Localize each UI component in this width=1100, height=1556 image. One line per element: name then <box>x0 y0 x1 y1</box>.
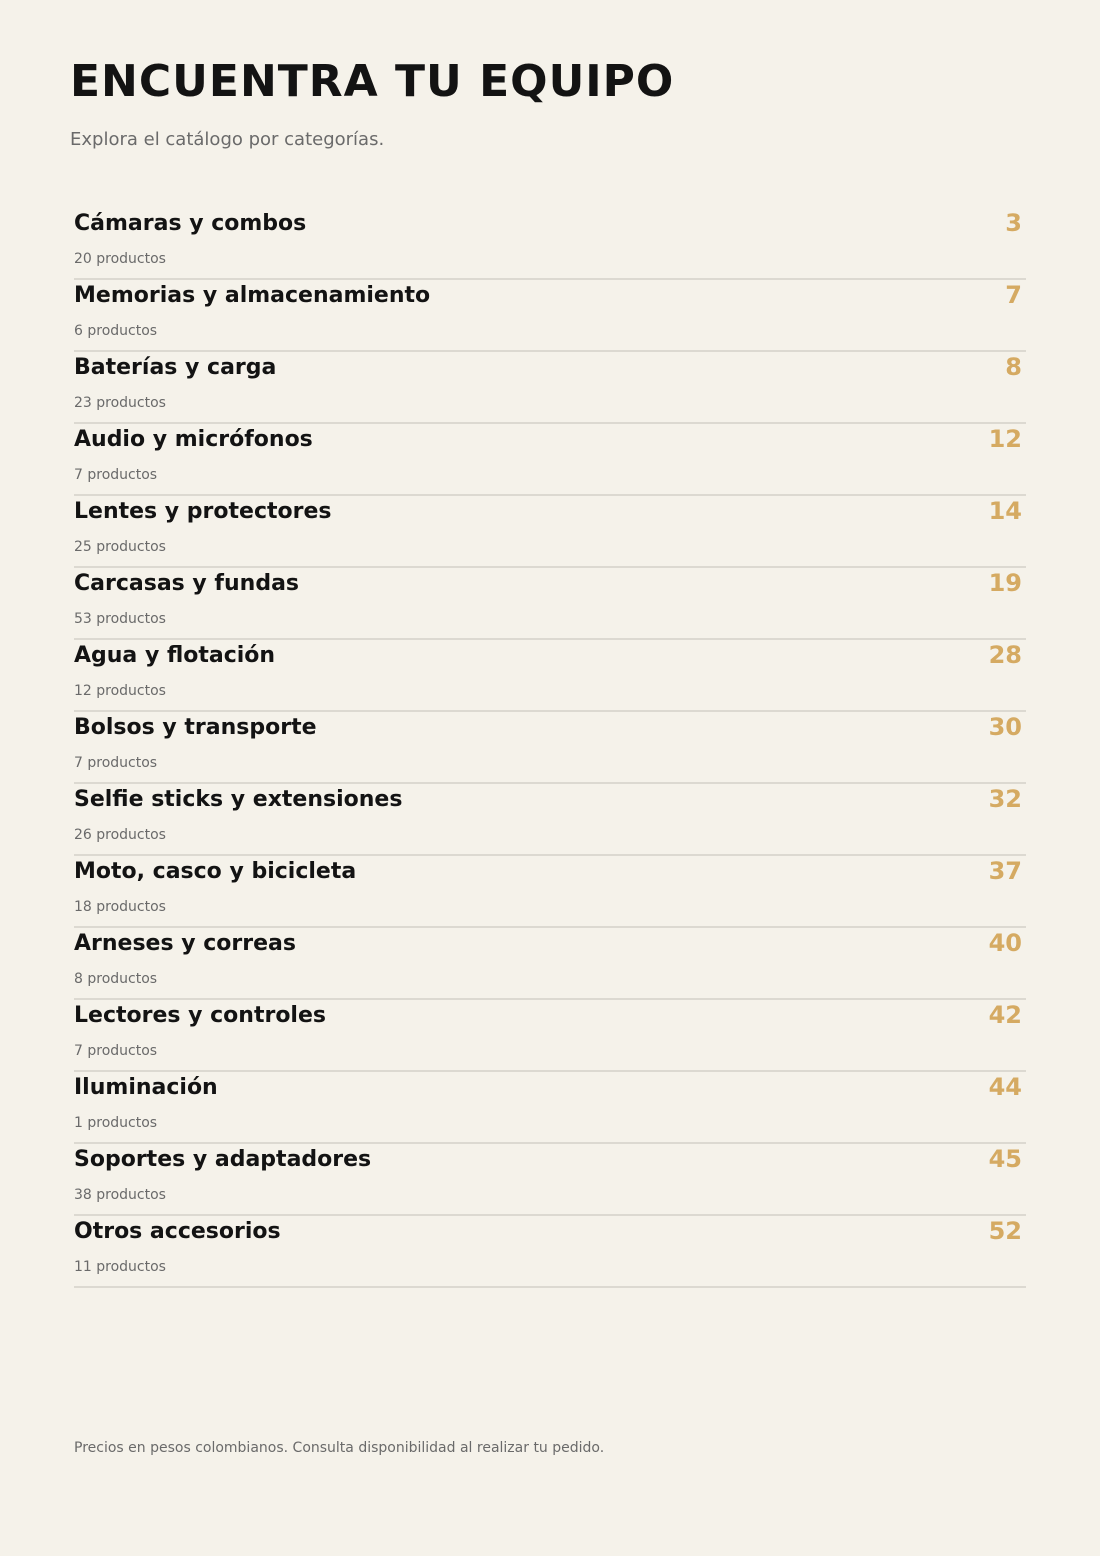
category-name: Iluminación <box>74 1075 218 1100</box>
category-product-count: 1 productos <box>74 1115 158 1131</box>
category-product-count: 7 productos <box>74 755 158 771</box>
category-product-count: 23 productos <box>74 395 166 411</box>
category-page-number: 3 <box>1005 209 1022 237</box>
category-product-count: 20 productos <box>74 251 166 267</box>
category-row[interactable] <box>74 496 1026 568</box>
category-page-number: 44 <box>988 1073 1022 1101</box>
category-row[interactable] <box>74 1000 1026 1072</box>
category-row[interactable] <box>74 784 1026 856</box>
category-page-number: 45 <box>988 1145 1022 1173</box>
category-product-count: 53 productos <box>74 611 166 627</box>
category-row[interactable] <box>74 280 1026 352</box>
category-page-number: 52 <box>988 1217 1022 1245</box>
category-page-number: 7 <box>1005 281 1022 309</box>
category-list <box>74 208 1026 1288</box>
category-product-count: 25 productos <box>74 539 166 555</box>
category-row[interactable] <box>74 856 1026 928</box>
category-name: Memorias y almacenamiento <box>74 283 431 308</box>
category-row[interactable] <box>74 1072 1026 1144</box>
category-page-number: 12 <box>988 425 1022 453</box>
category-row[interactable] <box>74 352 1026 424</box>
category-name: Bolsos y transporte <box>74 715 317 740</box>
footer-note: Precios en pesos colombianos. Consulta disponibilidad al realizar tu pedido. <box>74 1440 605 1456</box>
category-page-number: 30 <box>988 713 1022 741</box>
category-name: Carcasas y fundas <box>74 571 300 596</box>
category-name: Audio y micrófonos <box>74 427 313 452</box>
category-row[interactable] <box>74 424 1026 496</box>
category-name: Baterías y carga <box>74 355 277 380</box>
category-page-number: 40 <box>988 929 1022 957</box>
category-product-count: 6 productos <box>74 323 158 339</box>
category-row[interactable] <box>74 208 1026 280</box>
category-name: Agua y flotación <box>74 643 276 668</box>
category-product-count: 18 productos <box>74 899 166 915</box>
category-page-number: 19 <box>988 569 1022 597</box>
category-name: Moto, casco y bicicleta <box>74 859 357 884</box>
category-row[interactable] <box>74 712 1026 784</box>
category-product-count: 12 productos <box>74 683 166 699</box>
category-page-number: 37 <box>988 857 1022 885</box>
page-subtitle: Explora el catálogo por categorías. <box>70 129 385 150</box>
category-name: Lectores y controles <box>74 1003 326 1028</box>
category-product-count: 38 productos <box>74 1187 166 1203</box>
category-row[interactable] <box>74 1144 1026 1216</box>
category-row[interactable] <box>74 568 1026 640</box>
category-name: Otros accesorios <box>74 1219 281 1244</box>
category-page-number: 32 <box>988 785 1022 813</box>
category-row[interactable] <box>74 928 1026 1000</box>
category-page-number: 14 <box>988 497 1022 525</box>
category-page-number: 28 <box>988 641 1022 669</box>
category-row[interactable] <box>74 640 1026 712</box>
category-name: Cámaras y combos <box>74 211 307 236</box>
category-product-count: 11 productos <box>74 1259 166 1275</box>
category-product-count: 7 productos <box>74 1043 158 1059</box>
category-page-number: 42 <box>988 1001 1022 1029</box>
category-page-number: 8 <box>1005 353 1022 381</box>
category-name: Arneses y correas <box>74 931 296 956</box>
category-row[interactable] <box>74 1216 1026 1288</box>
category-product-count: 8 productos <box>74 971 158 987</box>
page-title: ENCUENTRA TU EQUIPO <box>70 56 675 107</box>
category-name: Soportes y adaptadores <box>74 1147 372 1172</box>
category-name: Lentes y protectores <box>74 499 332 524</box>
category-product-count: 7 productos <box>74 467 158 483</box>
category-product-count: 26 productos <box>74 827 166 843</box>
category-name: Selfie sticks y extensiones <box>74 787 403 812</box>
